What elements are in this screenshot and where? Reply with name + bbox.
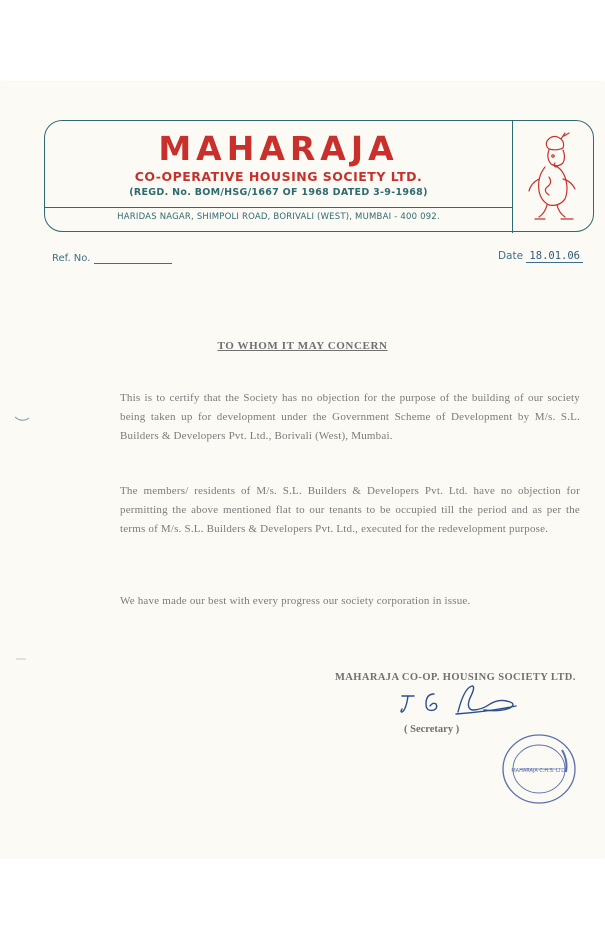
body-paragraph-2: The members/ residents of M/s. S.L. Builders & Developers Pvt. Ltd. have no objection for permitting the above mentioned flat to our tenants to be occupied till the period and as per the terms of M/s. S.L. Builders & Developers Pvt. Ltd., executed for the redevelopment purpose.	[120, 485, 580, 535]
society-name: MAHARAJA	[158, 129, 399, 168]
date-value: 18.01.06	[526, 250, 583, 263]
subject-text: TO WHOM IT MAY CONCERN	[217, 340, 388, 352]
closing-society-name: MAHARAJA CO-OP. HOUSING SOCIETY LTD.	[335, 672, 576, 683]
letterhead	[44, 120, 594, 232]
edge-tick-icon	[14, 656, 30, 662]
maharaja-logo-icon	[517, 127, 591, 227]
body-paragraph-1: This is to certify that the Society has no objection for the purpose of the building of our society being taken up for development under the Government Scheme of Development by M/s. S.L. Builders & Developers Pvt. Ltd., Borivali (West), Mumbai.	[120, 392, 580, 442]
registration-line: (REGD. No. BOM/HSG/1667 OF 1968 DATED 3-9-1968)	[129, 187, 428, 198]
handwritten-signature	[398, 684, 528, 724]
punch-mark-icon	[14, 416, 30, 422]
letter-sheet	[0, 82, 605, 858]
date-label: Date	[497, 250, 524, 262]
letterhead-divider	[45, 207, 512, 208]
society-seal-icon	[500, 732, 578, 806]
signatory-designation: ( Secretary )	[404, 724, 460, 735]
letter-subject	[0, 340, 605, 352]
letter-date	[498, 250, 583, 262]
body-paragraph-3: We have made our best with every progress our society corporation in issue.	[120, 595, 471, 607]
logo-divider	[512, 121, 513, 233]
society-subtitle: CO-OPERATIVE HOUSING SOCIETY LTD.	[134, 169, 423, 184]
reference-blank-line	[94, 252, 172, 264]
reference-label: Ref. No.	[52, 253, 91, 264]
seal-text: MAHARAJA C.H.S. LTD.	[511, 768, 567, 774]
society-address: HARIDAS NAGAR, SHIMPOLI ROAD, BORIVALI (WEST), MUMBAI - 400 092.	[117, 212, 440, 222]
reference-number	[52, 252, 172, 264]
